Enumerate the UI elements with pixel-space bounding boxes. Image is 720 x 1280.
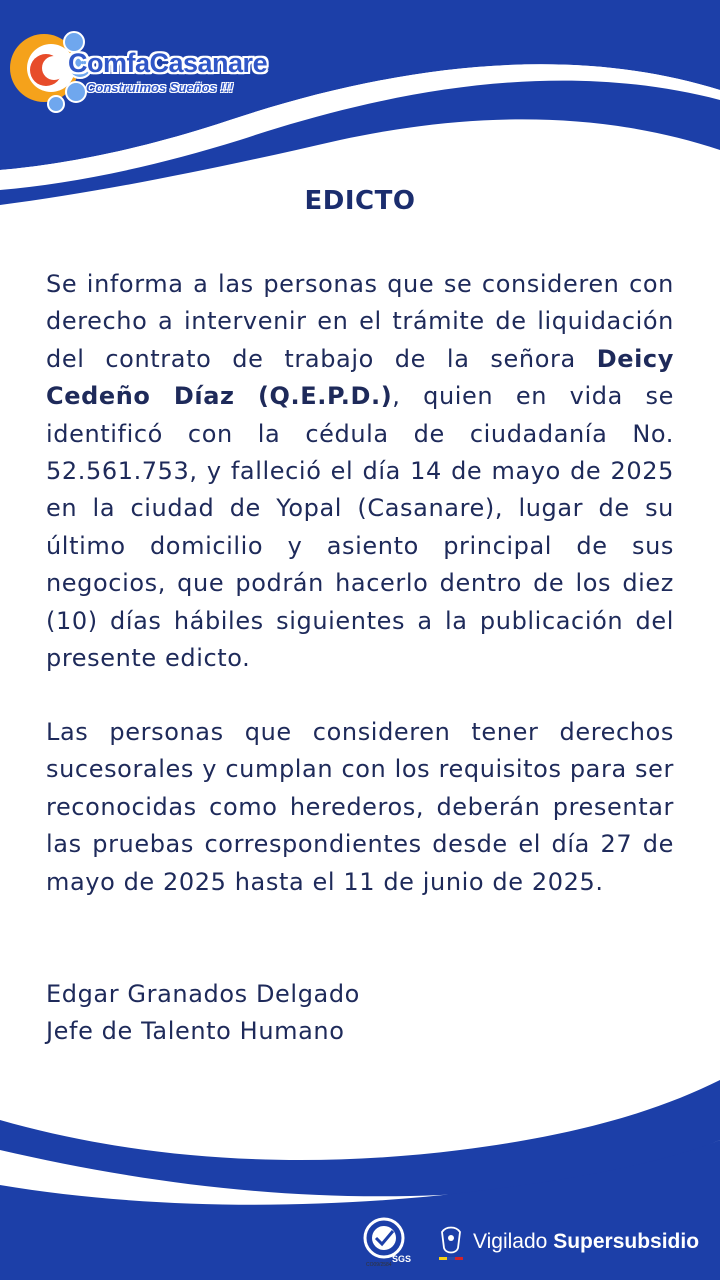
paragraph-1-intro: Se informa a las personas que se consideren con derecho a intervenir en el trámite de liquidación del contrato de trabajo de la señora xyxy=(46,270,674,373)
page-title: EDICTO xyxy=(304,186,416,216)
notice-paragraph-1 xyxy=(46,266,674,677)
signer-name: Edgar Granados Delgado xyxy=(46,980,360,1008)
vigilado-label xyxy=(473,1230,699,1254)
vigilado-entity: Supersubsidio xyxy=(553,1230,700,1253)
deceased-name: Deicy Cedeño Díaz (Q.E.P.D.) xyxy=(46,344,674,411)
notice-paragraph-2: Las personas que consideren tener derechos sucesorales y cumplan con los requisitos para ser reconocidas como herederos, deberán presentar las pruebas correspondientes desde el día 27 de mayo de 2025 hasta el 11 de junio de 2025. xyxy=(46,718,674,896)
logo-tagline: Construimos Sueños !!! xyxy=(86,80,234,95)
sgs-code: CO09/2584 xyxy=(366,1262,392,1268)
signer-role: Jefe de Talento Humano xyxy=(46,1017,345,1046)
colombia-shield-icon xyxy=(436,1224,466,1264)
signature-block xyxy=(46,976,360,1051)
sgs-label: SGS xyxy=(392,1254,412,1264)
vigilado-prefix: Vigilado xyxy=(473,1230,554,1253)
comfacasanare-logo xyxy=(6,18,306,118)
logo-name: ComfaCasanare xyxy=(68,48,268,78)
paragraph-1-rest: , quien en vida se identificó con la cédula de ciudadanía No. 52.561.753, y falleció el día 14 de mayo de 2025 en la ciudad de Yopal (Casanare), lugar de su último domicilio y asiento principal de sus negocios, que podrán hacerlo dentro de los diez (10) días hábiles siguientes a la publicación del presente edicto. xyxy=(46,382,674,673)
